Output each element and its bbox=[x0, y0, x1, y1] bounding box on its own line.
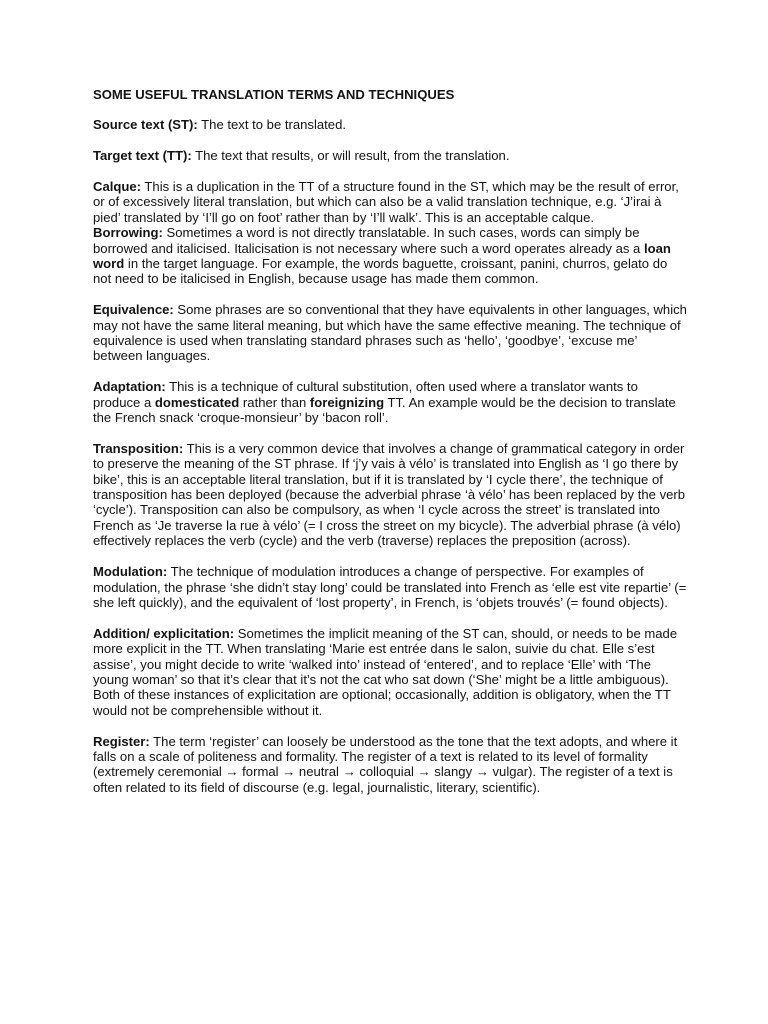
entry-register bbox=[93, 734, 688, 796]
term-adaptation: Adaptation: bbox=[93, 379, 166, 395]
definition-register: The term ‘register’ can loosely be understood as the tone that the text adopts, and where it falls on a scale of politeness and formality. The register of a text is related to its level of formality (extremely ceremonial → formal → neutral → colloquial → slangy → vulgar). The register of a text is often related to its field of discourse (e.g. legal, journalistic, literary, scientific). bbox=[93, 733, 678, 795]
term-borrowing: Borrowing: bbox=[93, 225, 163, 241]
term-register: Register: bbox=[93, 733, 150, 749]
definition-transposition: This is a very common device that involves a change of grammatical category in order to preserve the meaning of the ST phrase. If ‘j’y vais à vélo’ is translated into English as ‘I go there by bike’, this is an acceptable literal translation, but if it is translated by ‘I cycle there’, the technique of transposition has been deployed (because the adverbial phrase ‘à vélo’ has been replaced by the verb ‘cycle’). Transposition can also be compulsory, as when ‘I cycle across the street’ is translated into French as ‘Je traverse la rue à vélo’ (= I cross the street on my bicycle). The adverbial phrase (à vélo) effectively replaces the verb (cycle) and the verb (traverse) replaces the preposition (across). bbox=[93, 440, 686, 549]
document-title: SOME USEFUL TRANSLATION TERMS AND TECHNIQUES bbox=[93, 87, 455, 102]
definition-adaptation-part2: rather than bbox=[239, 394, 310, 410]
term-source-text: Source text (ST): bbox=[93, 117, 198, 133]
keyword-loan-word: loan word bbox=[93, 240, 671, 272]
entry-target-text bbox=[93, 148, 688, 163]
entry-modulation bbox=[93, 564, 688, 610]
definition-source-text: The text to be translated. bbox=[197, 117, 347, 133]
term-calque: Calque: bbox=[93, 179, 142, 194]
definition-adaptation-part1: This is a technique of cultural substitution, often used where a translator wants to produce a bbox=[93, 379, 638, 410]
definition-equivalence: Some phrases are so conventional that they have equivalents in other languages, which may not have the same literal meaning, but which have the same effective meaning. The technique of equivalence is used when translating standard phrases such as ‘hello’, ‘goodbye’, ‘excuse me’ between languages. bbox=[93, 302, 687, 364]
term-equivalence: Equivalence: bbox=[93, 302, 174, 318]
entry-borrowing bbox=[93, 225, 688, 287]
term-target-text: Target text (TT): bbox=[93, 148, 192, 164]
entry-adaptation bbox=[93, 379, 688, 425]
entry-calque bbox=[93, 179, 688, 225]
keyword-domesticated: domesticated bbox=[154, 394, 240, 410]
definition-adaptation-part3: TT. An example would be the decision to translate the French snack ‘croque-monsieur’ by ‘bacon roll’. bbox=[93, 394, 676, 426]
term-addition-explicitation: Addition/ explicitation: bbox=[93, 625, 235, 641]
document-body bbox=[93, 87, 688, 811]
definition-addition-explicitation: Sometimes the implicit meaning of the ST can, should, or needs to be made more explicit in the TT. When translating ‘Marie est entrée dans le salon, suivie du chat. Elle s’est assise’, you might decide to write ‘walked into’ instead of ‘entered’, and to replace ‘Elle’ with ‘The young woman’ so that it’s clear that it’s not the cat who sat down (‘She’ might be a little ambiguous). Both of these instances of explicitation are optional; occasionally, addition is obligatory, when the TT would not be comprehensible without it. bbox=[93, 625, 678, 718]
entry-source-text bbox=[93, 117, 688, 132]
term-transposition: Transposition: bbox=[93, 440, 184, 456]
definition-calque: This is a duplication in the TT of a structure found in the ST, which may be the result of error, or of excessively literal translation, but which can also be a valid translation technique, e.g. ‘J’irai à pied’ translated by ‘I’ll go on foot’ rather than by ‘I’ll walk’. This is an acceptable calque. bbox=[93, 179, 679, 225]
definition-modulation: The technique of modulation introduces a change of perspective. For examples of modulation, the phrase ‘she didn’t stay long’ could be translated into French as ‘elle est vite repartie’ (= she left quickly), and the equivalent of ‘lost property’, in French, is ‘objets trouvés’ (= found objects). bbox=[93, 564, 687, 610]
entry-equivalence bbox=[93, 302, 688, 364]
entry-transposition bbox=[93, 441, 688, 549]
keyword-foreignizing: foreignizing bbox=[309, 394, 385, 410]
definition-borrowing-part1: Sometimes a word is not directly translatable. In such cases, words can simply be borrowed and italicised. Italicisation is not necessary where such a word operates already as a bbox=[93, 225, 644, 256]
entry-addition-explicitation bbox=[93, 626, 688, 718]
definition-target-text: The text that results, or will result, from the translation. bbox=[191, 148, 510, 164]
definition-borrowing-part2: in the target language. For example, the words baguette, croissant, panini, churros, gelato do not need to be italicised in English, because usage has made them common. bbox=[93, 256, 668, 287]
term-modulation: Modulation: bbox=[93, 564, 168, 580]
